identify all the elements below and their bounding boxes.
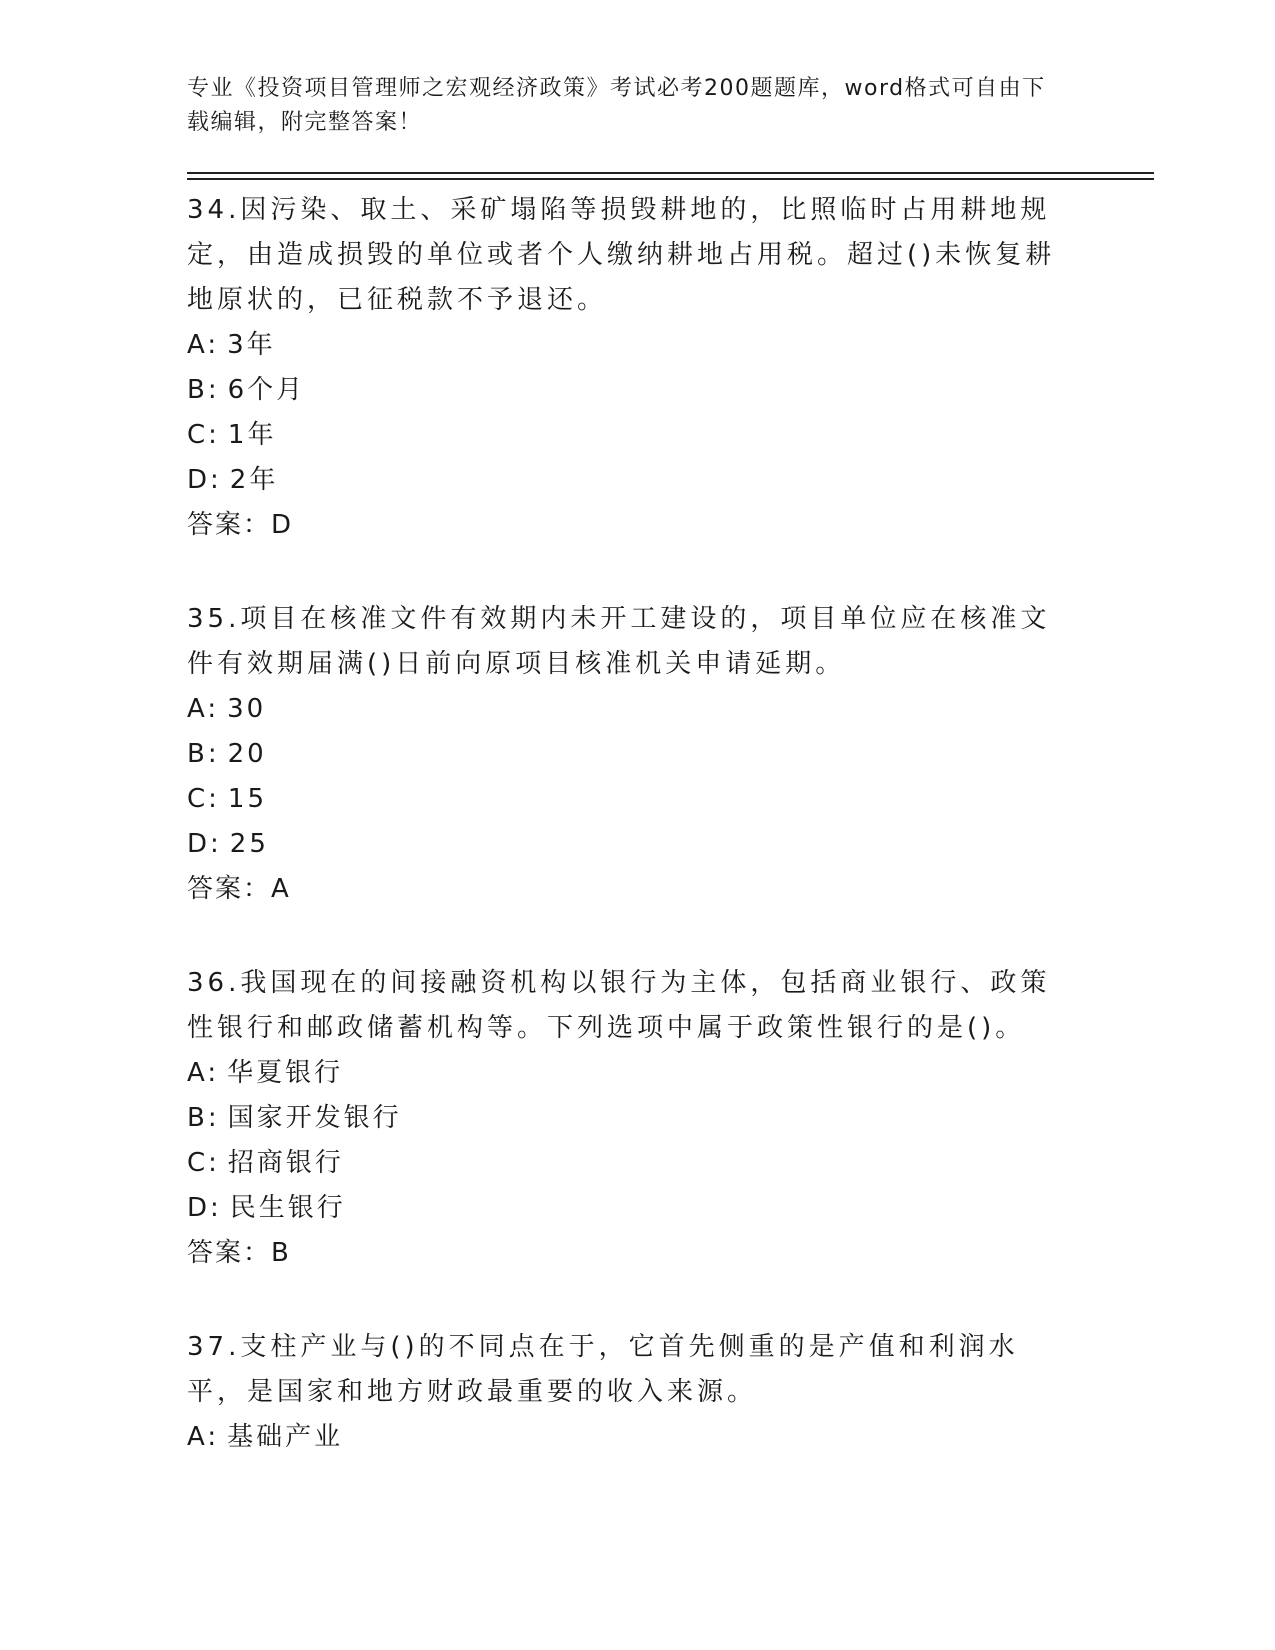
option-c: C: 15 — [187, 784, 268, 814]
option-d: D: 25 — [187, 829, 269, 859]
option-text: 1年 — [227, 420, 277, 450]
option-a: A: 基础产业 — [187, 1422, 344, 1452]
option-text: 30 — [227, 694, 267, 724]
option-a: A: 30 — [187, 694, 267, 724]
option-text: 25 — [229, 829, 269, 859]
option-key: A — [187, 1058, 208, 1088]
answer-value: B — [271, 1238, 291, 1268]
document-header: 专业《投资项目管理师之宏观经济政策》考试必考200题题库，word格式可自由下载编辑，附完整答案！ — [187, 76, 1046, 135]
question-text: 因污染、取土、采矿塌陷等损毁耕地的，比照临时占用耕地规定，由造成损毁的单位或者个人缴纳耕地占用税。超过()未恢复耕地原状的，已征税款不予退还。 — [187, 195, 1056, 315]
option-key: C — [187, 420, 209, 450]
question-34 — [187, 188, 1067, 548]
option-c: C: 1年 — [187, 420, 277, 450]
option-a: A: 华夏银行 — [187, 1058, 344, 1088]
option-b: B: 6个月 — [187, 375, 306, 405]
option-text: 民生银行 — [229, 1193, 346, 1223]
option-key: B — [187, 375, 208, 405]
question-stem — [187, 597, 1067, 687]
option-key: A — [187, 330, 208, 360]
answer-label: 答案： — [187, 1238, 272, 1268]
question-number: 37. — [187, 1332, 241, 1362]
option-key: B — [187, 739, 208, 769]
option-text: 20 — [227, 739, 267, 769]
question-stem — [187, 961, 1067, 1051]
option-key: A — [187, 1422, 208, 1452]
option-text: 华夏银行 — [227, 1058, 344, 1088]
answer-value: D — [271, 510, 294, 540]
answer-label: 答案： — [187, 874, 272, 904]
option-b: B: 国家开发银行 — [187, 1103, 402, 1133]
question-35 — [187, 597, 1067, 912]
option-key: A — [187, 694, 208, 724]
option-text: 3年 — [227, 330, 276, 360]
option-text: 招商银行 — [227, 1148, 344, 1178]
option-text: 6个月 — [227, 375, 306, 405]
option-d: D: 2年 — [187, 465, 279, 495]
option-key: B — [187, 1103, 208, 1133]
header-divider-top — [187, 172, 1154, 174]
option-key: D — [187, 829, 211, 859]
answer-line — [187, 867, 1067, 912]
option-text: 15 — [227, 784, 268, 814]
option-b: B: 20 — [187, 739, 267, 769]
question-number: 36. — [187, 968, 241, 998]
header-divider-bottom — [187, 178, 1154, 180]
option-text: 2年 — [229, 465, 279, 495]
option-text: 基础产业 — [227, 1422, 344, 1452]
option-key: C — [187, 784, 209, 814]
answer-line — [187, 1231, 1067, 1276]
option-d: D: 民生银行 — [187, 1193, 346, 1223]
option-text: 国家开发银行 — [227, 1103, 402, 1133]
question-stem — [187, 188, 1067, 323]
question-number: 34. — [187, 195, 241, 225]
question-text: 项目在核准文件有效期内未开工建设的，项目单位应在核准文件有效期届满()日前向原项目核准机关申请延期。 — [187, 604, 1051, 679]
answer-value: A — [271, 874, 291, 904]
question-text: 支柱产业与()的不同点在于，它首先侧重的是产值和利润水平，是国家和地方财政最重要的收入来源。 — [187, 1332, 1019, 1407]
answer-line — [187, 503, 1067, 548]
answer-label: 答案： — [187, 510, 272, 540]
question-number: 35. — [187, 604, 241, 634]
question-text: 我国现在的间接融资机构以银行为主体，包括商业银行、政策性银行和邮政储蓄机构等。下列选项中属于政策性银行的是()。 — [187, 968, 1051, 1043]
option-a: A: 3年 — [187, 330, 276, 360]
question-37 — [187, 1325, 1067, 1460]
option-key: D — [187, 465, 211, 495]
option-key: C — [187, 1148, 209, 1178]
option-key: D — [187, 1193, 211, 1223]
question-36 — [187, 961, 1067, 1276]
question-stem — [187, 1325, 1067, 1415]
option-c: C: 招商银行 — [187, 1148, 344, 1178]
